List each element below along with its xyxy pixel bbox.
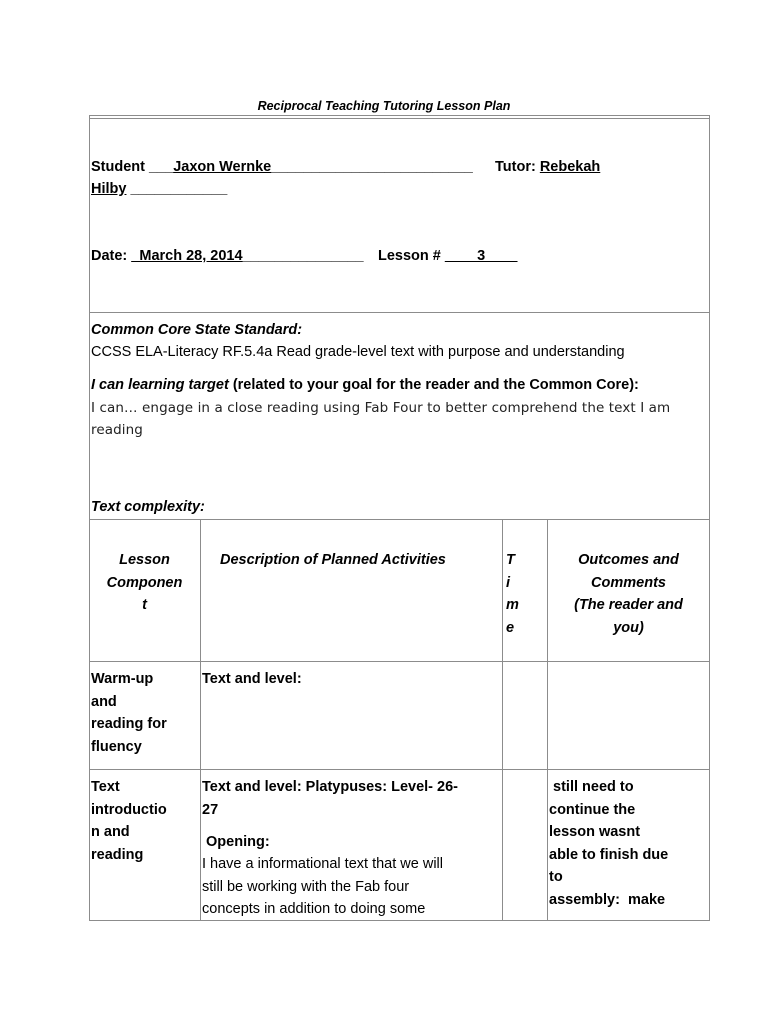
- header-lesson-component: [91, 549, 198, 617]
- table-header-bottom-line: [89, 661, 710, 662]
- description-heading-line: 27: [202, 801, 219, 818]
- learning-target-heading: [91, 374, 639, 397]
- outcome-line: to: [549, 869, 563, 885]
- header-lesson-component-line: t: [142, 597, 147, 613]
- opening-label: Opening:: [202, 834, 270, 850]
- component-line: Text: [91, 779, 120, 795]
- component-line: Warm-up: [91, 671, 154, 687]
- header-outcomes-line: Outcomes and: [578, 552, 679, 568]
- component-line: introductio: [91, 801, 167, 818]
- frame-right-line: [709, 115, 710, 921]
- component-line: n and: [91, 824, 130, 840]
- standard-heading: Common Core State Standard:: [91, 322, 303, 338]
- date-line: [91, 245, 364, 268]
- row-warmup-component: [91, 668, 167, 758]
- lesson-number: ____3____: [444, 248, 518, 264]
- tutor-label: Tutor:: [495, 159, 536, 175]
- lesson-label: Lesson #: [378, 248, 441, 264]
- standard-text: CCSS ELA-Literacy RF.5.4a Read grade-level text with purpose and understanding: [91, 344, 625, 360]
- learning-target-line-1: I can… engage in a close reading using Fab Four to better comprehend the text I am: [91, 400, 671, 416]
- tutor-fill: ____________: [130, 181, 228, 197]
- tutor-name-first: Rebekah: [539, 159, 601, 175]
- header-time-letter: i: [506, 574, 511, 591]
- frame-top-inner-line: [89, 118, 710, 119]
- opening-text-line: I have a informational text that we will: [202, 856, 443, 872]
- opening-text-line: still be working with the Fab four: [202, 878, 410, 895]
- row-intro-component: [91, 776, 167, 866]
- lesson-line: [378, 245, 517, 268]
- header-lesson-component-line: Lesson: [119, 552, 170, 568]
- header-outcomes-line: you): [613, 619, 644, 636]
- component-line: fluency: [91, 738, 142, 755]
- header-lesson-component-line: Componen: [106, 574, 183, 591]
- component-line: reading for: [91, 716, 167, 732]
- row-warmup-description: Text and level:: [202, 671, 302, 687]
- header-outcomes-line: (The reader and: [574, 597, 683, 613]
- row-intro-outcomes: [549, 776, 668, 911]
- column-divider-1: [200, 519, 201, 921]
- learning-target-heading-italic: I can learning target: [91, 377, 229, 393]
- outcome-line: lesson wasnt: [549, 824, 641, 840]
- tutor-line-2: [91, 178, 227, 201]
- opening-text: [202, 853, 443, 921]
- opening-text-line: concepts in addition to doing some: [202, 901, 426, 917]
- tutor-name-last: Hilby: [91, 181, 127, 197]
- column-divider-3: [547, 519, 548, 921]
- column-divider-2: [502, 519, 503, 921]
- frame-left-line: [89, 115, 90, 921]
- tutor-line: [495, 156, 600, 179]
- header-outcomes: [549, 549, 708, 639]
- outcome-line: able to finish due: [549, 846, 669, 863]
- learning-target-line-2: reading: [91, 422, 143, 438]
- table-top-line: [89, 519, 710, 520]
- header-time-letter: e: [506, 619, 515, 636]
- header-outcomes-line: Comments: [591, 574, 666, 591]
- date-fill: _______________: [242, 248, 364, 264]
- header-time-letter: T: [506, 552, 515, 568]
- component-line: and: [91, 693, 117, 710]
- outcome-line: continue the: [549, 801, 636, 818]
- header-description: Description of Planned Activities: [220, 552, 446, 568]
- header-divider: [89, 312, 710, 313]
- outcome-line: still need to: [549, 779, 634, 795]
- student-name: Jaxon Wernke: [173, 159, 272, 175]
- outcome-line: assembly: make: [549, 891, 666, 908]
- date-value: _March 28, 2014: [131, 248, 243, 264]
- description-heading-line: Text and level: Platypuses: Level- 26-: [202, 779, 458, 795]
- row1-bottom-line: [89, 769, 710, 770]
- header-time: [506, 549, 519, 639]
- student-fill: _________________________: [271, 159, 473, 175]
- student-line: [91, 156, 473, 179]
- student-label: Student ___: [91, 159, 174, 175]
- row-intro-description-heading: [202, 776, 458, 821]
- component-line: reading: [91, 846, 144, 863]
- learning-target-heading-rest: (related to your goal for the reader and the Common Core):: [228, 377, 639, 393]
- text-complexity-heading: Text complexity:: [91, 499, 205, 515]
- frame-top-line: [89, 115, 710, 116]
- date-label: Date:: [91, 248, 132, 264]
- header-time-letter: m: [506, 597, 519, 613]
- document-title: Reciprocal Teaching Tutoring Lesson Plan: [257, 99, 511, 113]
